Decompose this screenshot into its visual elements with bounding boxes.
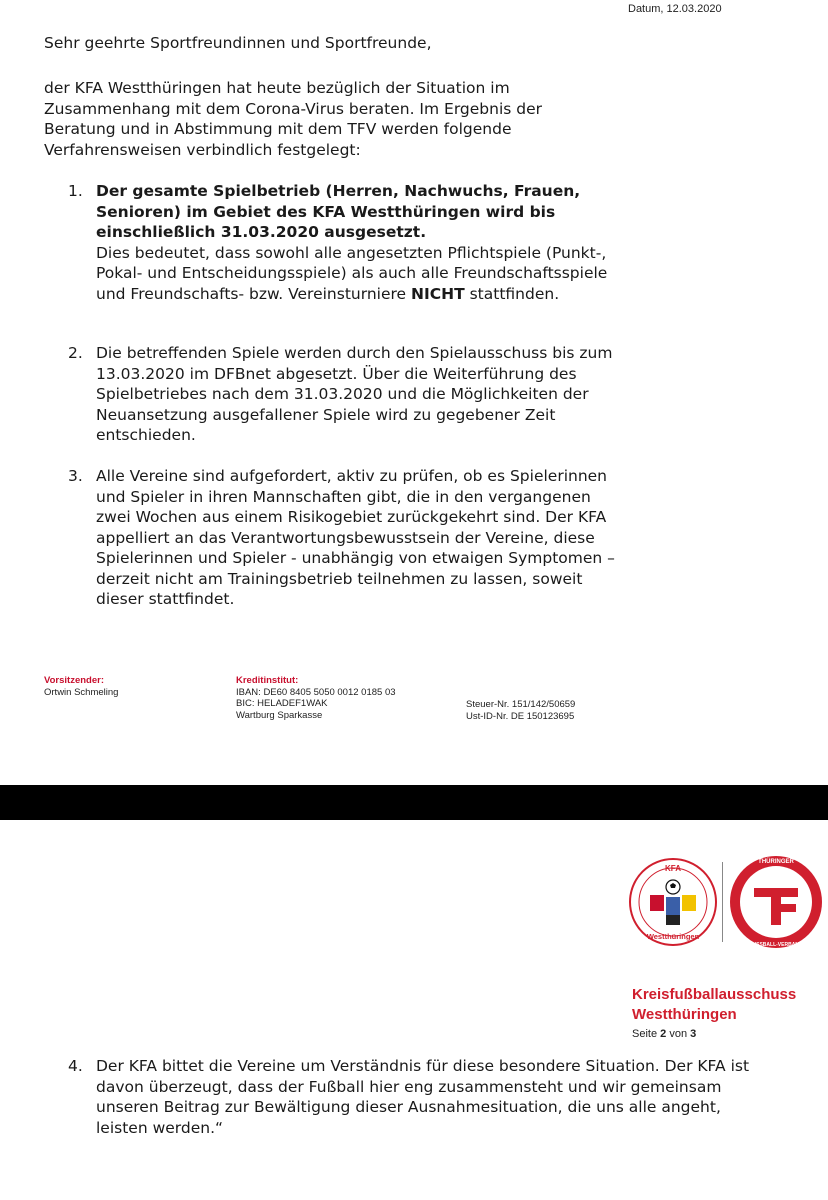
list-item-number: 1. (68, 182, 83, 200)
page-separator: von (669, 1028, 688, 1040)
page-separator-bar (0, 785, 828, 820)
footer-bank (236, 675, 396, 721)
tfv-logo (726, 852, 826, 952)
list-item-1 (68, 181, 628, 304)
iban: IBAN: DE60 8405 5050 0012 0185 03 (236, 686, 396, 698)
page-current: 2 (660, 1028, 667, 1040)
kfa-logo (628, 857, 718, 947)
emphasis-not: NICHT (411, 284, 465, 303)
letter-date: Datum, 12.03.2020 (628, 3, 722, 15)
list-item-number: 3. (68, 467, 83, 485)
org-name-line2: Westthüringen (632, 1006, 737, 1023)
bank-name: Wartburg Sparkasse (236, 709, 323, 721)
list-item-number: 2. (68, 344, 83, 362)
list-item-4 (68, 1056, 768, 1138)
page-indicator (632, 1028, 696, 1040)
list-item-text: Dies bedeutet, dass sowohl alle angesetzten Pflichtspiele (Punkt-, Pokal- und Entscheidungsspiele) als auch alle Freundschaftsspiele und Freundschafts- bzw. Vereinsturniere (96, 243, 608, 303)
chair-label: Vorsitzender: (44, 675, 105, 686)
list-item-text: Die betreffenden Spiele werden durch den Spielausschuss bis zum 13.03.2020 im DFBnet abgesetzt. Über die Weiterführung des Spielbetriebes nach dem 31.03.2020 und die Möglichkeiten der Neuansetzung ausgefallener Spiele wird zu gegebener Zeit entschieden. (96, 344, 613, 444)
list-item-number: 4. (68, 1057, 83, 1075)
bic: BIC: HELADEF1WAK (236, 698, 328, 709)
list-item-text: Der KFA bittet die Vereine um Verständnis für diese besondere Situation. Der KFA ist davon überzeugt, dass der Fußball hier eng zusammensteht und wir gemeinsam unseren Beitrag zur Bewältigung dieser Ausnahmesituation, die uns alle angeht, leisten werden.“ (96, 1057, 750, 1137)
footer-tax (466, 699, 575, 722)
org-name-line1: Kreisfußballausschuss (632, 986, 797, 1003)
logo-divider (722, 862, 723, 942)
list-item-3 (68, 466, 628, 610)
tax-number: Steuer-Nr. 151/142/50659 (466, 699, 576, 710)
footer-chair (44, 675, 118, 698)
list-item-bold-text: Der gesamte Spielbetrieb (Herren, Nachwuchs, Frauen, Senioren) im Gebiet des KFA Westthüringen wird bis einschließlich 31.03.2020 ausgesetzt. (96, 182, 581, 241)
crest-icon (666, 915, 680, 925)
list-item-text: Alle Vereine sind aufgefordert, aktiv zu prüfen, ob es Spielerinnen und Spieler in ihren Mannschaften gibt, die in den vergangenen zwei Wochen aus einem Risikogebiet zurückgekehrt sind. Der KFA appelliert an das Verantwortungsbewusstsein der Vereine, diese Spielerinnen und Spieler - unabhängig von etwaigen Symptomen – derzeit nicht am Trainingsbetrieb teilnehmen zu lassen, soweit dieser stattfindet. (96, 467, 615, 608)
vat-id: Ust-ID-Nr. DE 150123695 (466, 710, 575, 722)
intro-paragraph: der KFA Westthüringen hat heute bezüglich der Situation im Zusammenhang mit dem Corona-Virus beraten. Im Ergebnis der Beratung und in Abstimmung mit dem TFV werden folgende Verfahrensweisen verbindlich festgelegt: (44, 79, 543, 159)
greeting: Sehr geehrte Sportfreundinnen und Sportfreunde, (44, 34, 432, 52)
tfv-bottom-text: FUSSBALL-VERBAND (749, 942, 803, 948)
list-item-2 (68, 343, 628, 446)
page-prefix: Seite (632, 1028, 658, 1040)
list-item-text-end: stattfinden. (469, 284, 560, 303)
kfa-logo-text: KFA (665, 864, 681, 873)
chair-name: Ortwin Schmeling (44, 686, 119, 698)
tfv-top-text: THÜRINGER (758, 859, 794, 865)
bank-label: Kreditinstitut: (236, 675, 299, 686)
page-total: 3 (690, 1028, 697, 1040)
crest-icon (650, 895, 664, 911)
crest-icon (682, 895, 696, 911)
kfa-ring-text: Westthüringen (646, 932, 700, 941)
crest-icon (666, 897, 680, 915)
